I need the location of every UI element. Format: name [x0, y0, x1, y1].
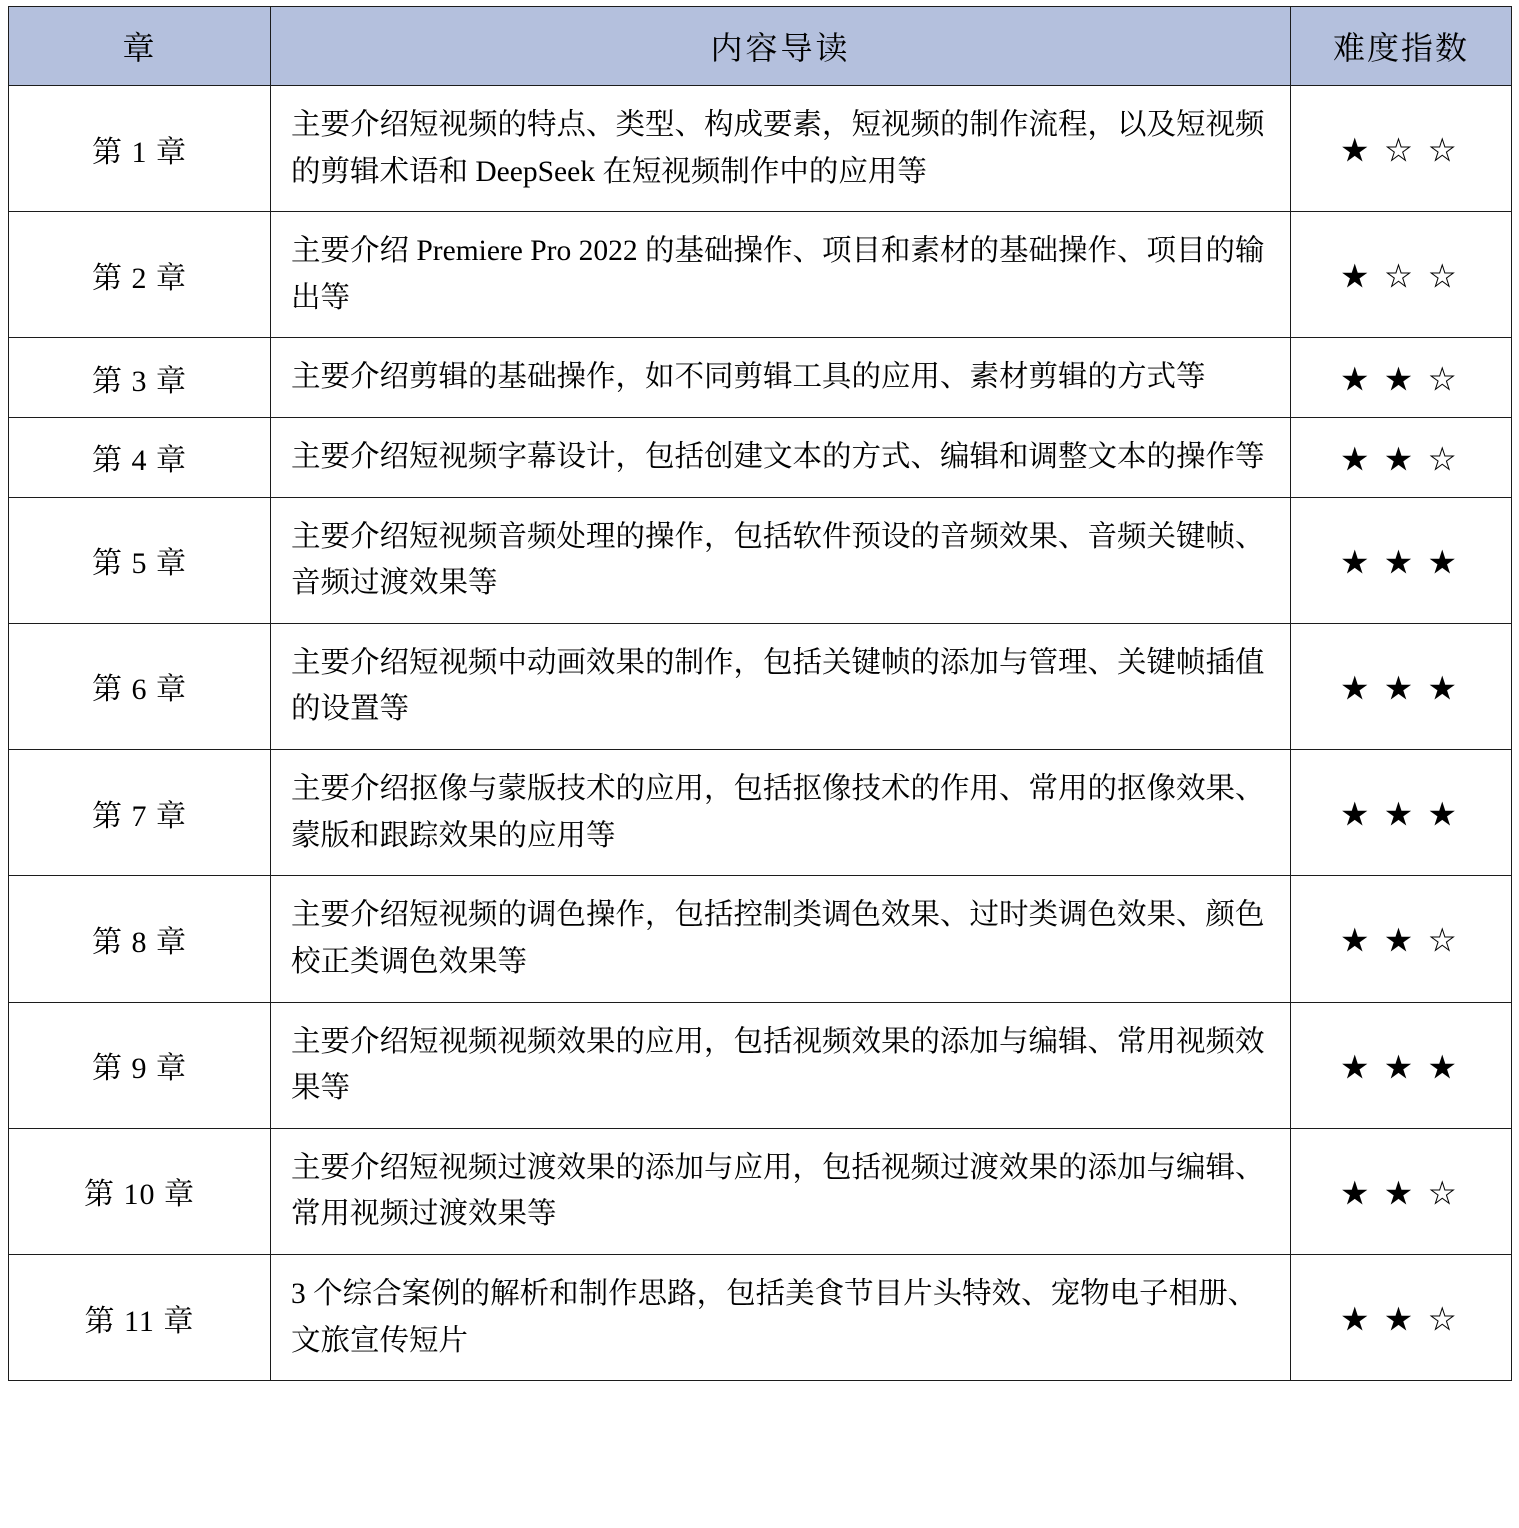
chapter-number-cell: 第 11 章	[9, 1254, 271, 1380]
table-row	[9, 1128, 1512, 1254]
chapter-number-cell: 第 6 章	[9, 623, 271, 749]
chapter-number-cell: 第 1 章	[9, 86, 271, 212]
difficulty-rating-cell: ★ ★ ☆	[1291, 1128, 1512, 1254]
difficulty-rating-cell: ★ ★ ☆	[1291, 1254, 1512, 1380]
table-row	[9, 212, 1512, 338]
chapter-content-cell: 主要介绍短视频的特点、类型、构成要素，短视频的制作流程，以及短视频的剪辑术语和 DeepSeek 在短视频制作中的应用等	[271, 86, 1291, 212]
table-row	[9, 1254, 1512, 1380]
difficulty-rating-cell: ★ ☆ ☆	[1291, 86, 1512, 212]
table-header	[9, 7, 1512, 86]
table-row	[9, 418, 1512, 498]
table-row	[9, 338, 1512, 418]
chapter-content-cell: 主要介绍短视频过渡效果的添加与应用，包括视频过渡效果的添加与编辑、常用视频过渡效果等	[271, 1128, 1291, 1254]
chapter-content-cell: 主要介绍短视频视频效果的应用，包括视频效果的添加与编辑、常用视频效果等	[271, 1002, 1291, 1128]
chapter-overview-table	[8, 6, 1512, 1381]
chapter-number-cell: 第 9 章	[9, 1002, 271, 1128]
difficulty-rating-cell: ★ ★ ★	[1291, 1002, 1512, 1128]
chapter-content-cell: 主要介绍抠像与蒙版技术的应用，包括抠像技术的作用、常用的抠像效果、蒙版和跟踪效果的应用等	[271, 750, 1291, 876]
difficulty-rating-cell: ★ ☆ ☆	[1291, 212, 1512, 338]
chapter-content-cell: 主要介绍短视频音频处理的操作，包括软件预设的音频效果、音频关键帧、音频过渡效果等	[271, 497, 1291, 623]
chapter-content-cell: 3 个综合案例的解析和制作思路，包括美食节目片头特效、宠物电子相册、文旅宣传短片	[271, 1254, 1291, 1380]
table-row	[9, 1002, 1512, 1128]
column-header-difficulty: 难度指数	[1291, 7, 1512, 86]
chapter-number-cell: 第 10 章	[9, 1128, 271, 1254]
chapter-number-cell: 第 7 章	[9, 750, 271, 876]
table-row	[9, 86, 1512, 212]
table-body	[9, 86, 1512, 1381]
table-row	[9, 497, 1512, 623]
chapter-number-cell: 第 4 章	[9, 418, 271, 498]
difficulty-rating-cell: ★ ★ ★	[1291, 623, 1512, 749]
column-header-chapter: 章	[9, 7, 271, 86]
chapter-content-cell: 主要介绍短视频字幕设计，包括创建文本的方式、编辑和调整文本的操作等	[271, 418, 1291, 498]
chapter-number-cell: 第 5 章	[9, 497, 271, 623]
difficulty-rating-cell: ★ ★ ★	[1291, 497, 1512, 623]
column-header-content: 内容导读	[271, 7, 1291, 86]
chapter-content-cell: 主要介绍剪辑的基础操作，如不同剪辑工具的应用、素材剪辑的方式等	[271, 338, 1291, 418]
difficulty-rating-cell: ★ ★ ★	[1291, 750, 1512, 876]
chapter-number-cell: 第 8 章	[9, 876, 271, 1002]
difficulty-rating-cell: ★ ★ ☆	[1291, 418, 1512, 498]
table-row	[9, 876, 1512, 1002]
difficulty-rating-cell: ★ ★ ☆	[1291, 338, 1512, 418]
chapter-content-cell: 主要介绍短视频中动画效果的制作，包括关键帧的添加与管理、关键帧插值的设置等	[271, 623, 1291, 749]
difficulty-rating-cell: ★ ★ ☆	[1291, 876, 1512, 1002]
table-row	[9, 750, 1512, 876]
table-header-row	[9, 7, 1512, 86]
chapter-number-cell: 第 3 章	[9, 338, 271, 418]
chapter-number-cell: 第 2 章	[9, 212, 271, 338]
chapter-content-cell: 主要介绍短视频的调色操作，包括控制类调色效果、过时类调色效果、颜色校正类调色效果等	[271, 876, 1291, 1002]
table-row	[9, 623, 1512, 749]
chapter-content-cell: 主要介绍 Premiere Pro 2022 的基础操作、项目和素材的基础操作、项目的输出等	[271, 212, 1291, 338]
